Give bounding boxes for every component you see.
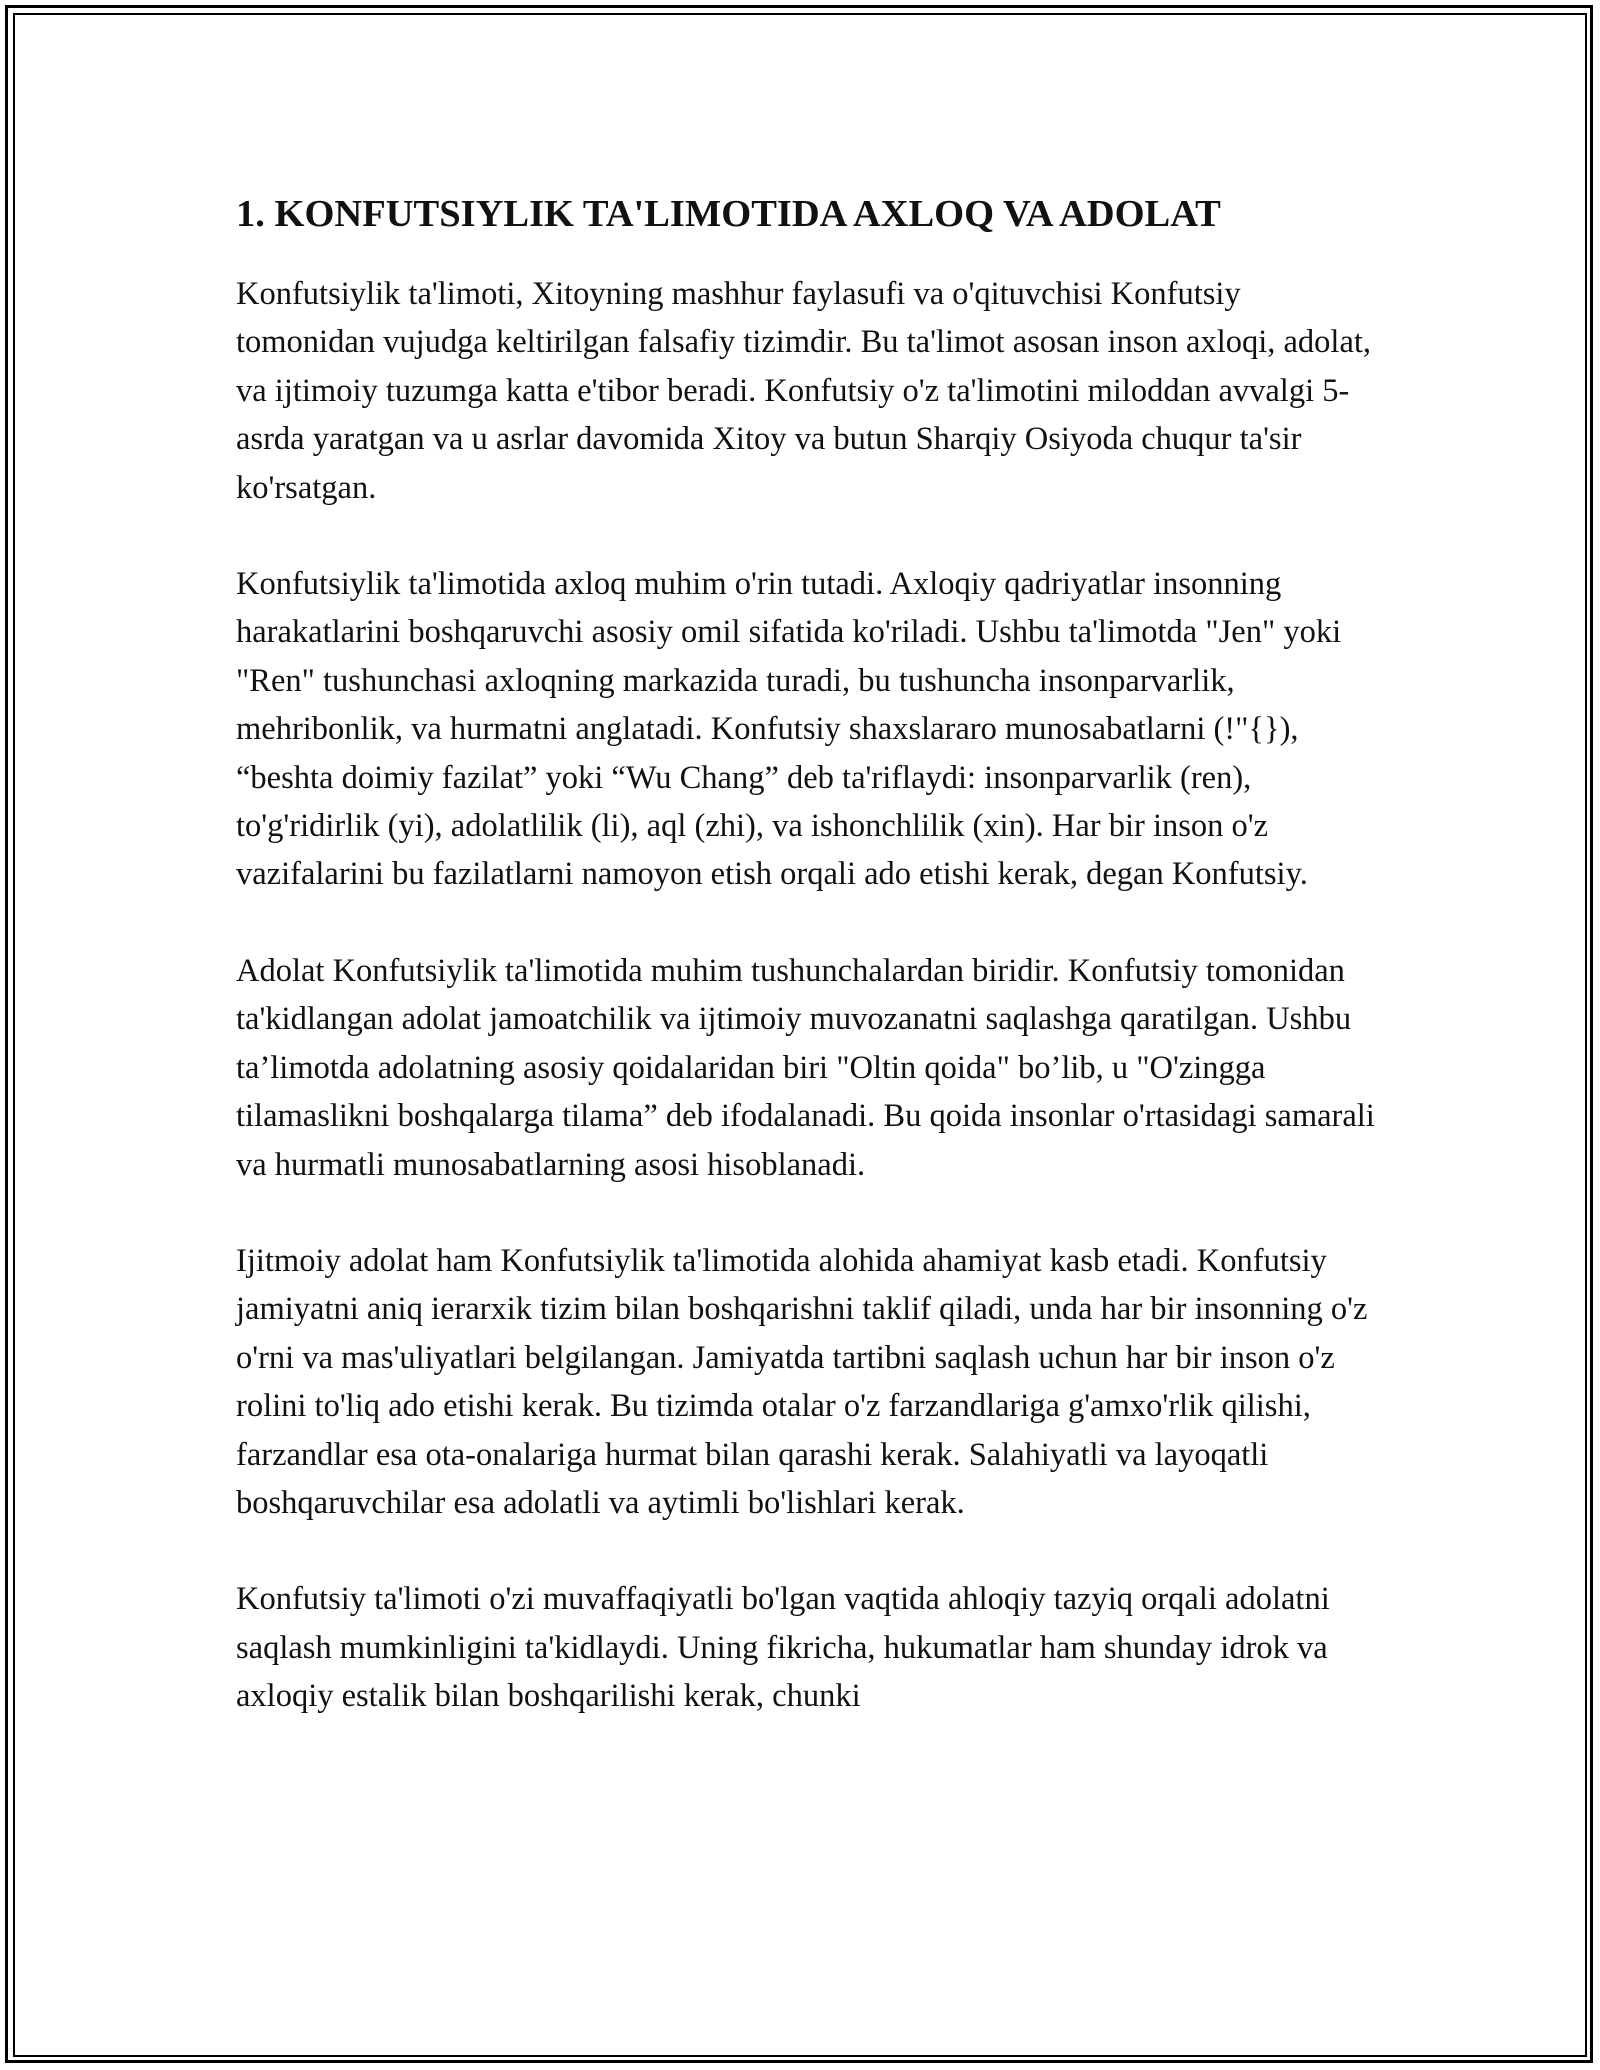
paragraph-introduction: Konfutsiylik ta'limoti, Xitoyning mashhur faylasufi va o'qituvchisi Konfutsiy tomonidan vujudga keltirilgan falsafiy tizimdir. Bu ta'limot asosan inson axloqi, adolat, va ijtimoiy tuzumga katta e'tibor beradi. Konfutsiy o'z ta'limotini miloddan avvalgi 5-asrda yaratgan va u asrlar davomida Xitoy va butun Sharqiy Osiyoda chuqur ta'sir ko'rsatgan. [236,276,1372,506]
paragraph-social-justice: Ijitmoiy adolat ham Konfutsiylik ta'limotida alohida ahamiyat kasb etadi. Konfutsiy jamiyatni aniq ierarxik tizim bilan boshqarishni taklif qiladi, unda har bir insonning o'z o'rni va mas'uliyatlari belgilangan. Jamiyatda tartibni saqlash uchun har bir inson o'z rolini to'liq ado etishi kerak. Bu tizimda otalar o'z farzandlariga g'amxo'rlik qilishi, farzandlar esa ota-onalariga hurmat bilan qarashi kerak. Salahiyatli va layoqatli boshqaruvchilar esa adolatli va aytimli bo'lishlari kerak. [236,1242,1368,1521]
document-body [236,186,1386,1769]
paragraph-governance: Konfutsiy ta'limoti o'zi muvaffaqiyatli bo'lgan vaqtida ahloqiy tazyiq orqali adolatni saqlash mumkinligini ta'kidlaydi. Uning fikricha, hukumatlar ham shunday idrok va axloqiy estalik bilan boshqarilishi kerak, chunki [236,1581,1330,1715]
paragraph-justice: Adolat Konfutsiylik ta'limotida muhim tushunchalardan biridir. Konfutsiy tomonidan ta'kidlangan adolat jamoatchilik va ijtimoiy muvozanatni saqlashga qaratilgan. Ushbu ta’limotda adolatning asosiy qoidalaridan biri "Oltin qoida" bo’lib, u "O'zingga tilamaslikni boshqalarga tilama” deb ifodalanadi. Bu qoida insonlar o'rtasidagi samarali va hurmatli munosabatlarning asosi hisoblanadi. [236,952,1375,1183]
paragraph-ethics: Konfutsiylik ta'limotida axloq muhim o'rin tutadi. Axloqiy qadriyatlar insonning harakatlarini boshqaruvchi asosiy omil sifatida ko'riladi. Ushbu ta'limotda "Jen" yoki "Ren" tushunchasi axloqning markazida turadi, bu tushuncha insonparvarlik, mehribonlik, va hurmatni anglatadi. Konfutsiy shaxslararo munosabatlarni (!"{}), “beshta doimiy fazilat” yoki “Wu Chang” deb ta'riflaydi: insonparvarlik (ren), to'g'ridirlik (yi), adolatlilik (li), aql (zhi), va ishonchlilik (xin). Har bir inson o'z vazifalarini bu fazilatlarni namoyon etish orqali ado etishi kerak, degan Konfutsiy. [236,566,1342,893]
section-heading: 1. KONFUTSIYLIK TA'LIMOTIDA AXLOQ VA ADOLAT [236,193,1221,235]
